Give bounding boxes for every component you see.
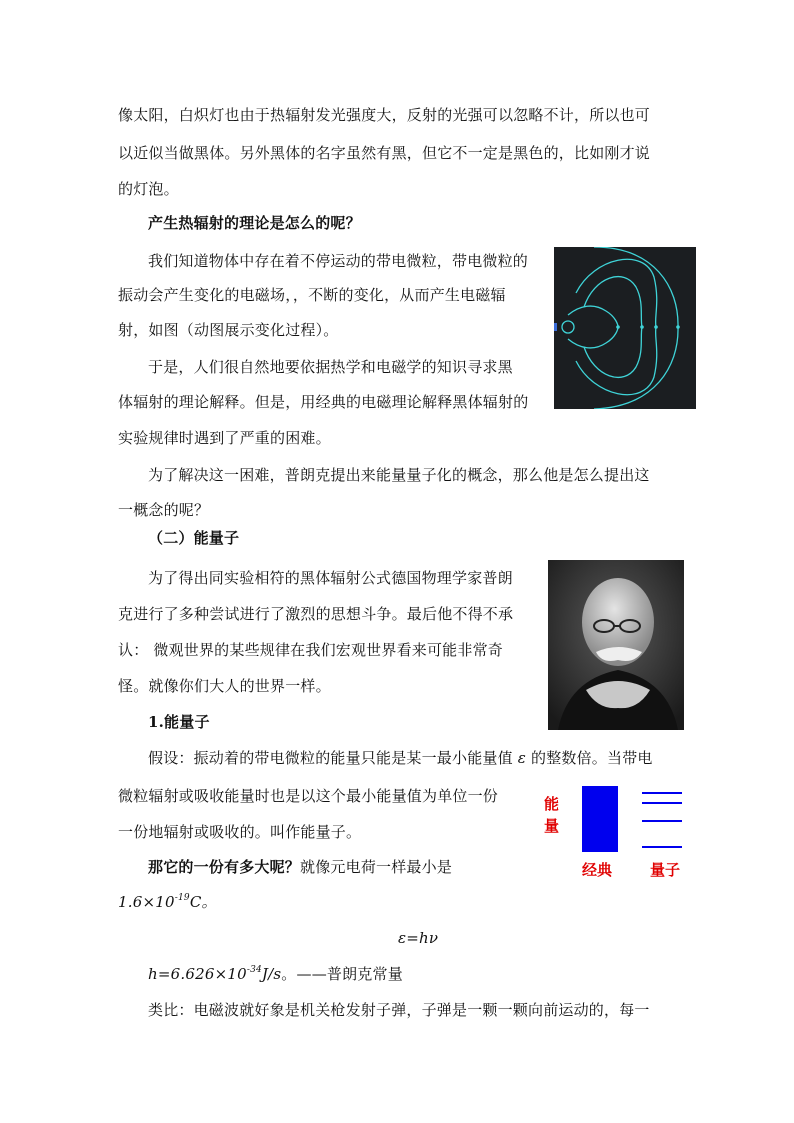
label-energy-top: 能	[544, 795, 560, 813]
text-segment: 就像元电荷一样最小是	[300, 858, 453, 876]
charge-exponent: -19	[174, 893, 190, 903]
label-quantum: 量子	[650, 861, 681, 879]
paragraph-line: 怪。就像你们大人的世界一样。	[118, 677, 331, 695]
paragraph-line: 实验规律时遇到了严重的困难。	[118, 429, 331, 447]
text-segment: 的整数倍。当带电	[526, 749, 653, 767]
planck-formula: ε=hν	[398, 929, 439, 947]
paragraph-line: 为了解决这一困难，普朗克提出来能量量子化的概念，那么他是怎么提出这	[148, 466, 650, 484]
paragraph-line: 类比：电磁波就好象是机关枪发射子弹，子弹是一颗一颗向前运动的，每一	[148, 1001, 650, 1019]
planck-portrait	[548, 560, 684, 730]
paragraph-line: 的灯泡。	[118, 180, 179, 198]
heading-theory: 产生热辐射的理论是怎么的呢？	[148, 214, 361, 232]
paragraph-line: 以近似当做黑体。另外黑体的名字虽然有黑，但它不一定是黑色的，比如刚才说	[118, 144, 651, 162]
paragraph-line: 一概念的呢？	[118, 501, 210, 519]
paragraph-line: 振动会产生变化的电磁场，，不断的变化，从而产生电磁辐	[118, 286, 506, 304]
paragraph-line: 一份地辐射或吸收的。叫作能量子。	[118, 823, 362, 841]
paragraph-line: 于是，人们很自然地要依据热学和电磁学的知识寻求黑	[148, 358, 513, 376]
paragraph-line: 像太阳，白炽灯也由于热辐射发光强度大，反射的光强可以忽略不计，所以也可	[118, 106, 651, 124]
planck-constant-line	[148, 964, 403, 984]
constant-unit: J/s	[261, 965, 282, 983]
charge-unit: C。	[189, 893, 217, 911]
paragraph-line	[148, 748, 653, 768]
paragraph-line: 体辐射的理论解释。但是，用经典的电磁理论解释黑体辐射的	[118, 393, 529, 411]
classic-energy-bar	[582, 786, 618, 852]
paragraph-line: 我们知道物体中存在着不停运动的带电微粒，带电微粒的	[148, 252, 529, 270]
em-wave-svg	[554, 247, 696, 409]
charge-base: 1.6×10	[118, 893, 175, 911]
subheading-quantum: 1.能量子	[148, 713, 210, 731]
paragraph-line: 认： 微观世界的某些规律在我们宏观世界看来可能非常奇	[118, 641, 503, 659]
quantum-level-line	[642, 802, 682, 804]
quantum-level-line	[642, 846, 682, 848]
label-classic: 经典	[582, 861, 613, 879]
paragraph-line: 为了得出同实验相符的黑体辐射公式德国物理学家普朗	[148, 569, 513, 587]
constant-description: 。——普朗克常量	[281, 965, 403, 983]
label-energy-bottom: 量	[544, 817, 560, 835]
quantum-level-line	[642, 792, 682, 794]
text-segment: 假设：振动着的带电微粒的能量只能是某一最小能量值	[148, 749, 518, 767]
quantum-level-line	[642, 820, 682, 822]
paragraph-line: 克进行了多种尝试进行了激烈的思想斗争。最后他不得不承	[118, 605, 514, 623]
section-heading: （二）能量子	[148, 529, 240, 547]
paragraph-line	[148, 857, 452, 877]
question-text: 那它的一份有多大呢？	[148, 858, 301, 876]
constant-base: h=6.626×10	[148, 965, 247, 983]
portrait-svg	[548, 560, 684, 730]
charge-value	[118, 892, 217, 912]
epsilon-symbol: ε	[517, 749, 527, 767]
em-wave-figure	[554, 247, 696, 409]
constant-exponent: -34	[246, 965, 262, 975]
paragraph-line: 射，如图（动图展示变化过程）。	[118, 321, 339, 339]
energy-comparison-figure	[538, 780, 688, 885]
paragraph-line: 微粒辐射或吸收能量时也是以这个最小能量值为单位一份	[118, 787, 499, 805]
